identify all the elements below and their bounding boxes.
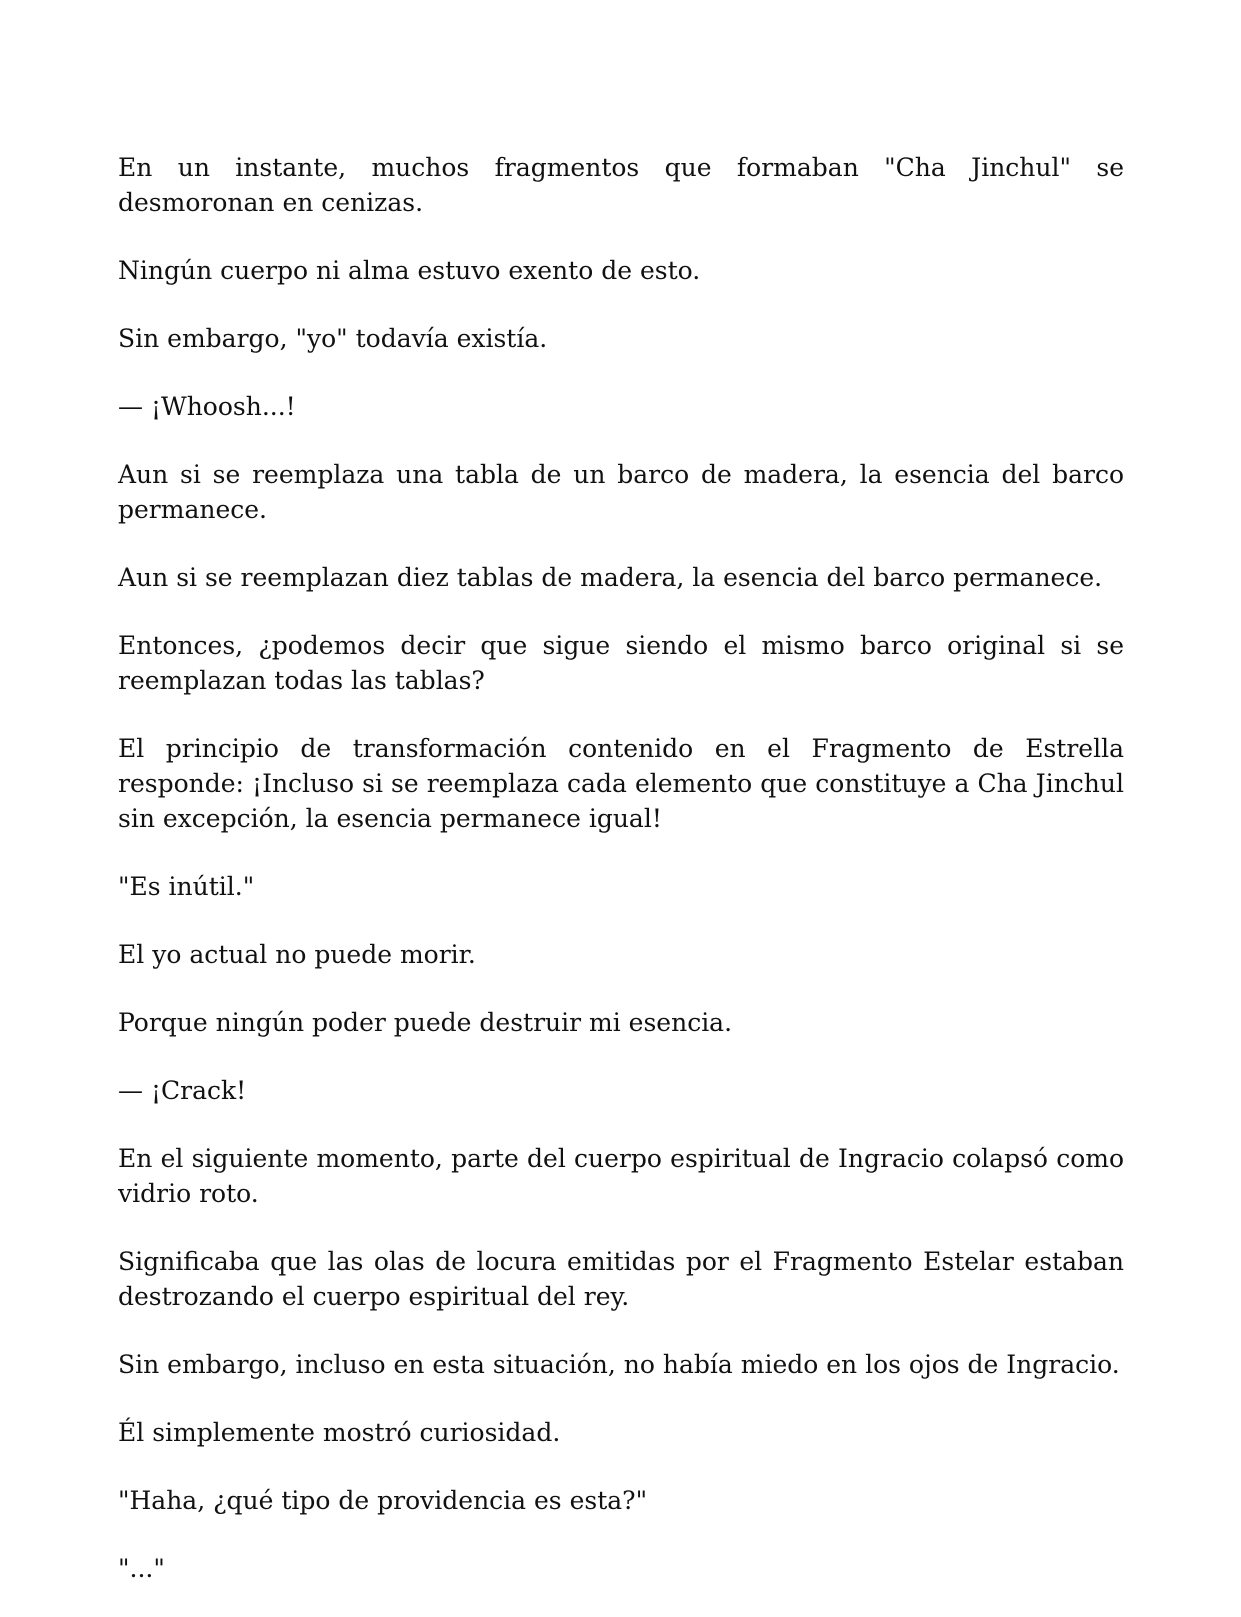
paragraph: En un instante, muchos fragmentos que formaban "Cha Jinchul" se desmoronan en cenizas.	[118, 153, 1124, 217]
paragraph: Significaba que las olas de locura emitidas por el Fragmento Estelar estaban destrozando el cuerpo espiritual del rey.	[118, 1247, 1124, 1311]
dialogue-line: "Haha, ¿qué tipo de providencia es esta?"	[118, 1486, 648, 1515]
paragraph: El principio de transformación contenido en el Fragmento de Estrella responde: ¡Incluso si se reemplaza cada elemento que constituye a Cha Jinchul sin excepción, la esencia permanece igual!	[118, 734, 1124, 833]
paragraph: Entonces, ¿podemos decir que sigue siendo el mismo barco original si se reemplazan todas las tablas?	[118, 631, 1124, 695]
paragraph: Sin embargo, "yo" todavía existía.	[118, 324, 548, 353]
sound-effect-line: — ¡Whoosh...!	[118, 392, 296, 421]
paragraph: Porque ningún poder puede destruir mi esencia.	[118, 1008, 733, 1037]
page-body	[118, 150, 1124, 1617]
dialogue-line: "..."	[118, 1554, 165, 1583]
paragraph: Aun si se reemplazan diez tablas de madera, la esencia del barco permanece.	[118, 563, 1103, 592]
paragraph: Sin embargo, incluso en esta situación, no había miedo en los ojos de Ingracio.	[118, 1350, 1120, 1379]
paragraph: Aun si se reemplaza una tabla de un barco de madera, la esencia del barco permanece.	[118, 460, 1124, 524]
dialogue-line: "Es inútil."	[118, 872, 255, 901]
sound-effect-line: — ¡Crack!	[118, 1076, 247, 1105]
paragraph: El yo actual no puede morir.	[118, 940, 476, 969]
paragraph: Ningún cuerpo ni alma estuvo exento de esto.	[118, 256, 701, 285]
paragraph: En el siguiente momento, parte del cuerpo espiritual de Ingracio colapsó como vidrio roto.	[118, 1144, 1124, 1208]
paragraph: Él simplemente mostró curiosidad.	[118, 1418, 561, 1447]
